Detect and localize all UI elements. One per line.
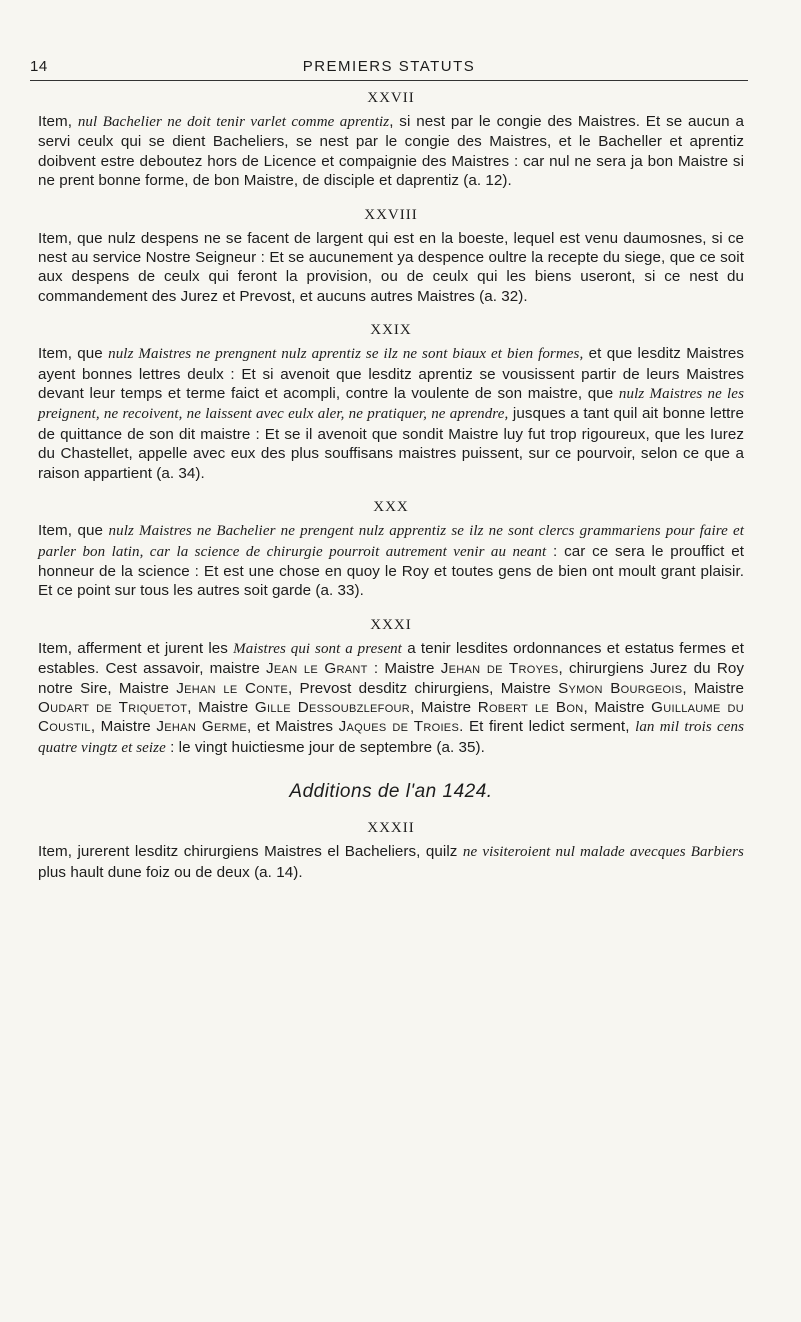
running-title: PREMIERS STATUTS [302,58,476,75]
name-run: Oudart de Triquetot [38,698,188,716]
text-run: Item, afferment et jurent les [38,639,234,657]
text-run: Item, que [38,522,109,540]
additions-heading: Additions de l'an 1424. [289,781,493,803]
section-xxx [38,497,744,601]
italic-run: lan mil trois cens quatre vingtz et seize [38,719,745,756]
name-run: Jehan le Conte [176,679,288,697]
page-number: 14 [30,58,48,75]
name-run: Robert le Bon [477,698,584,716]
section-xxxii [38,818,744,882]
section-paragraph [38,639,744,758]
text-run: , Maistre [410,698,478,716]
italic-run: nulz Maistres ne les preignent, ne recoivent, ne laissent avec eulx aler, ne pratiquer, ne aprendre, [38,386,745,423]
text-run: : Maistre [367,660,441,678]
text-run: et que lesditz Maistres ayent bonnes lettres deulx : Et si avenoit que lesditz aprentiz se vousissent partir de leurs Maistres devant leur temps et terme faict et acompli, contre la voulente de son maistre, que [38,345,745,403]
text-run: , si nest par le congie des Maistres. Et se aucun a servi ceulx qui se dient Bacheliers, se nest par le congie des Maistres, et le Bacheller et aprentiz doibvent estre deboutez hors de Licence et compaignie des Maistres : car nul ne sera ja bon Maistre si ne prent bonne forme, de bon Maistre, de disciple et daprentiz (a. 12). [38,113,744,190]
text-run: , Maistre [682,679,745,697]
page-body [38,88,744,896]
text-run: a tenir lesdites ordonnances et estatus fermes et estables. Cest assavoir, maistre [38,639,744,678]
text-run: Item, [38,113,78,130]
text-run: . Et firent ledict serment, [459,718,636,736]
text-run: : car ce sera le prouffict et honneur de la science : Et est une chose en quoy le Roy et toutes gens de bien ont moult grant plaisir. Et ce point sur tous les autres soit garde (a. 33). [38,542,744,600]
section-xxix [38,320,744,483]
text-run: , Maistre [187,698,255,716]
section-xxvii [38,88,744,191]
italic-run: nulz Maistres ne Bachelier ne prengent nulz apprentiz se ilz ne sont clercs grammariens pour faire et parler bon latin, car la science de chirurgie pourroit autrement venir au neant [38,523,744,560]
section-paragraph [38,229,744,307]
page-header [30,52,748,81]
section-number: XXX [373,499,409,516]
name-run: Jean le Grant [266,660,368,678]
text-run: , chirurgiens Jurez du Roy notre Sire, Maistre [38,660,744,697]
text-run: : le vingt huictiesme jour de septembre (a. 35). [165,738,485,756]
name-run: Jehan Germe [156,718,247,736]
italic-run: nulz Maistres ne prengnent nulz aprentiz se ilz ne sont biaux et bien formes, [108,346,584,363]
section-paragraph [38,521,744,601]
italic-run: nul Bachelier ne doit tenir varlet comme aprentiz [77,114,390,130]
section-xxviii [38,205,744,307]
text-run: Item, que nulz despens ne se facent de largent qui est en la boeste, lequel est venu daumosnes, si ce nest au service Nostre Seigneur : Et se aucunement ya despence oultre la recepte du siege, que ce soit aux despens de ceulx qui feront la provision, ou de ceulx qui les biens useront, si ce nest du commandement des Jurez et Prevost, et aucuns autres Maistres (a. 32). [38,229,744,305]
section-number: XXIX [370,322,412,339]
section-paragraph [38,344,744,483]
name-run: Jaques de Troies [338,718,460,736]
text-run: , Maistre [90,718,157,736]
text-run: jusques a tant quil ait bonne lettre de quittance de son dit maistre : Et se il avenoit que sondit Maistre luy fut trop rigoureux, que les Iurez du Chastellet, appelle avec eux des plus souffisans maistres puissent, sur ce pourvoir, selon ce que a raison appartient (a. 34). [38,405,744,482]
section-number: XXXII [367,820,415,837]
name-run: Symon Bourgeois [558,679,683,697]
italic-run: Maistres qui sont a present [233,640,402,657]
text-run: Item, que [38,345,109,363]
section-number: XXVIII [364,206,418,223]
text-run: plus hault dune foiz ou de deux (a. 14). [38,863,303,881]
text-run: , Maistre [583,698,652,716]
section-paragraph [38,842,744,882]
text-run: , et Maistres [247,718,339,736]
name-run: Guillaume du Coustil [38,698,744,736]
text-run: , Prevost desditz chirurgiens, Maistre [288,679,559,697]
name-run: Jehan de Troyes [440,660,559,678]
section-paragraph [38,112,744,191]
section-number: XXVII [367,90,415,106]
name-run: Gille Dessoubzlefour [254,698,411,716]
section-number: XXXI [370,616,412,633]
italic-run: ne visiteroient nul malade avecques Barbiers [462,844,744,861]
section-xxxi [38,615,744,758]
text-run: Item, jurerent lesditz chirurgiens Maistres el Bacheliers, quilz [38,843,463,861]
